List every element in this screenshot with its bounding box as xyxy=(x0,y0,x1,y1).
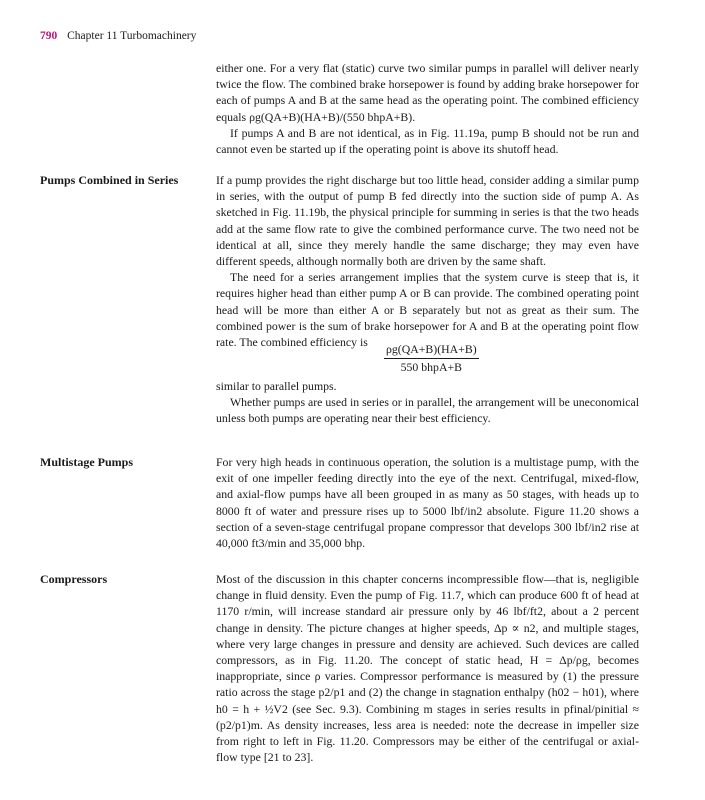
compressors-section xyxy=(216,571,639,765)
equation-denominator: 550 bhpA+B xyxy=(400,360,462,374)
series-section-continued xyxy=(216,378,639,427)
chapter-title: Chapter 11 Turbomachinery xyxy=(67,30,197,42)
intro-section xyxy=(216,60,639,157)
page-number: 790 xyxy=(40,30,58,42)
combined-efficiency-equation xyxy=(384,342,479,375)
paragraph: Whether pumps are used in series or in parallel, the arrangement will be uneconomical unless both pumps are operating near their best efficiency. xyxy=(216,395,639,426)
section-heading-compressors: Compressors xyxy=(40,572,108,586)
running-header xyxy=(40,30,196,42)
paragraph: For very high heads in continuous operation, the solution is a multistage pump, with the exit of one impeller feeding directly into the eye of the next. Centrifugal, mixed-flow, and axial-flow pumps have all been grouped in as many as 50 stages, with heads up to 8000 ft of water and pressure rises up to 5000 lbf/in2 absolute. Figure 11.20 shows a section of a seven-stage centrifugal propane compressor that develops 300 lbf/in2 rise at 40,000 ft3/min and 35,000 bhp. xyxy=(216,455,639,551)
paragraph: The need for a series arrangement implies that the system curve is steep that is, it requires higher head than either pump A or B can provide. The combined operating point head will be more than either A or B separately but not as great as their sum. The combined power is the sum of brake horsepower for A and B at the operating point flow rate. The combined efficiency is xyxy=(216,270,639,350)
paragraph: If a pump provides the right discharge but too little head, consider adding a similar pump in series, with the output of pump B fed directly into the suction side of pump A. As sketched in Fig. 11.19b, the physical principle for summing in series is that the two heads add at the same flow rate to give the combined performance curve. The two need not be identical at all, since they merely handle the same discharge; they may even have different speeds, although normally both are driven by the same shaft. xyxy=(216,173,639,269)
paragraph: either one. For a very flat (static) curve two similar pumps in parallel will deliver nearly twice the flow. The combined brake horsepower is found by adding brake horsepower for each of pumps A and B at the same head as the operating point. The combined efficiency equals ρg(QA+B)(HA+B)/(550 bhpA+B). xyxy=(216,61,639,124)
section-heading-series: Pumps Combined in Series xyxy=(40,173,179,187)
paragraph: Most of the discussion in this chapter concerns incompressible flow—that is, negligible change in fluid density. Even the pump of Fig. 11.7, which can produce 600 ft of head at 1170 r/min, will increase standard air pressure only by 46 lbf/ft2, about a 2 percent change in density. The picture changes at higher speeds, Δp ∝ n2, and multiple stages, where very large changes in pressure and density are achieved. Such devices are called compressors, as in Fig. 11.20. The concept of static head, H = Δp/ρg, becomes inappropriate, since ρ varies. Compressor performance is measured by (1) the pressure ratio across the stage p2/p1 and (2) the change in stagnation enthalpy (h02 − h01), where h0 = h + ½V2 (see Sec. 9.3). Combining m stages in series results in pfinal/pinitial ≈ (p2/p1)m. As density increases, less area is needed: note the decrease in impeller size from right to left in Fig. 11.20. Compressors may be either of the centrifugal or axial-flow type [21 to 23]. xyxy=(216,572,639,765)
section-heading-multistage: Multistage Pumps xyxy=(40,455,133,469)
equation-numerator: ρg(QA+B)(HA+B) xyxy=(384,342,479,359)
paragraph: If pumps A and B are not identical, as in Fig. 11.19a, pump B should not be run and cannot even be started up if the operating point is above its shutoff head. xyxy=(216,125,639,157)
multistage-section xyxy=(216,454,639,551)
paragraph: similar to parallel pumps. xyxy=(216,379,337,393)
series-section xyxy=(216,172,639,350)
